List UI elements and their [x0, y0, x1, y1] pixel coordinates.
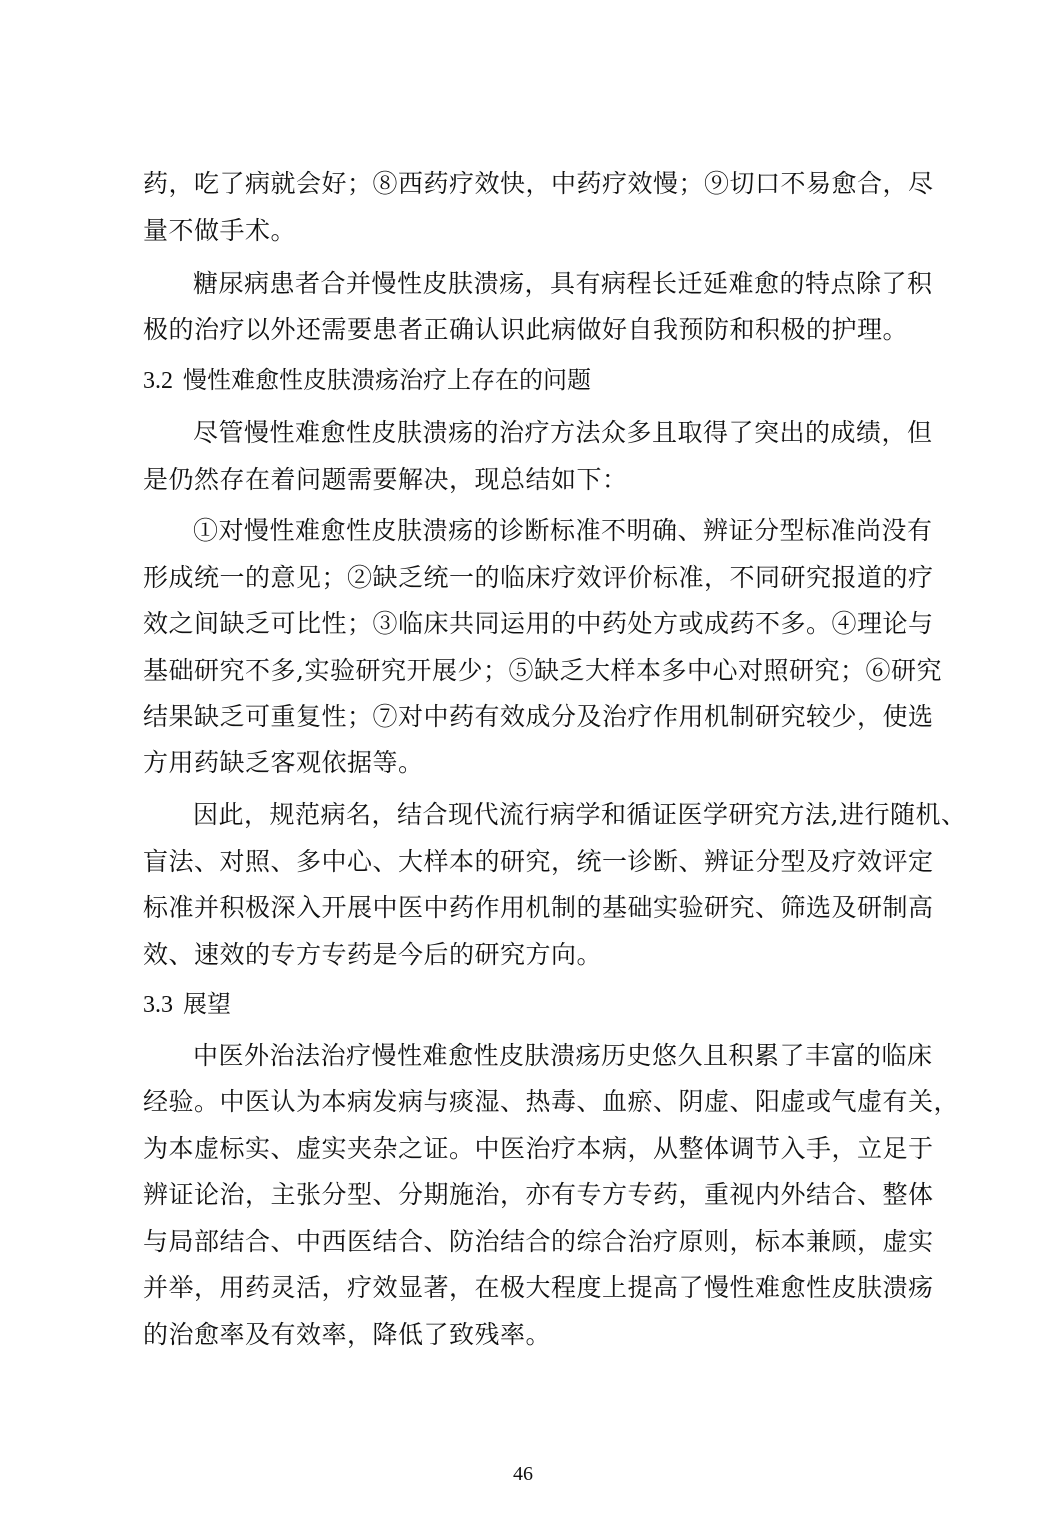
paragraph-line: 标准并积极深入开展中医中药作用机制的基础实验研究、筛选及研制高 — [143, 893, 934, 922]
paragraph-line: 结果缺乏可重复性；⑦对中药有效成分及治疗作用机制研究较少，使选 — [143, 702, 934, 731]
paragraph-line: 的治愈率及有效率，降低了致残率。 — [143, 1320, 552, 1349]
paragraph-line: 因此，规范病名，结合现代流行病学和循证医学研究方法,进行随机、 — [193, 800, 967, 829]
paragraph-line: 效、速效的专方专药是今后的研究方向。 — [143, 940, 603, 969]
paragraph-line: 辨证论治，主张分型、分期施治，亦有专方专药，重视内外结合、整体 — [143, 1180, 934, 1209]
section-heading-3-2 — [143, 363, 591, 398]
paragraph-line: 药，吃了病就会好；⑧西药疗效快，中药疗效慢；⑨切口不易愈合，尽 — [143, 169, 934, 198]
paragraph-line: 经验。中医认为本病发病与痰湿、热毒、血瘀、阴虚、阳虚或气虚有关， — [143, 1087, 960, 1116]
section-heading-3-3 — [143, 987, 231, 1022]
paragraph-line: 并举，用药灵活，疗效显著，在极大程度上提高了慢性难愈性皮肤溃疡 — [143, 1273, 934, 1302]
paragraph-line: ①对慢性难愈性皮肤溃疡的诊断标准不明确、辨证分型标准尚没有 — [193, 516, 933, 545]
page-number: 46 — [513, 1463, 533, 1485]
section-number: 3.3 — [143, 992, 173, 1018]
paragraph-line: 糖尿病患者合并慢性皮肤溃疡，具有病程长迁延难愈的特点除了积 — [193, 269, 933, 298]
paragraph-line: 基础研究不多,实验研究开展少；⑤缺乏大样本多中心对照研究；⑥研究 — [143, 656, 942, 685]
paragraph-line: 极的治疗以外还需要患者正确认识此病做好自我预防和积极的护理。 — [143, 315, 909, 344]
paragraph-line: 方用药缺乏客观依据等。 — [143, 748, 424, 777]
paragraph-line: 为本虚标实、虚实夹杂之证。中医治疗本病，从整体调节入手，立足于 — [143, 1134, 934, 1163]
section-title: 慢性难愈性皮肤溃疡治疗上存在的问题 — [183, 366, 591, 394]
paragraph-line: 形成统一的意见；②缺乏统一的临床疗效评价标准，不同研究报道的疗 — [143, 563, 934, 592]
paragraph-line: 是仍然存在着问题需要解决，现总结如下： — [143, 465, 628, 494]
paragraph-line: 量不做手术。 — [143, 216, 297, 245]
paragraph-line: 中医外治法治疗慢性难愈性皮肤溃疡历史悠久且积累了丰富的临床 — [193, 1041, 933, 1070]
paragraph-line: 盲法、对照、多中心、大样本的研究，统一诊断、辨证分型及疗效评定 — [143, 847, 934, 876]
section-number: 3.2 — [143, 368, 173, 394]
paragraph-line: 尽管慢性难愈性皮肤溃疡的治疗方法众多且取得了突出的成绩，但 — [193, 418, 933, 447]
paragraph-line: 效之间缺乏可比性；③临床共同运用的中药处方或成药不多。④理论与 — [143, 609, 934, 638]
section-title: 展望 — [183, 990, 231, 1018]
paragraph-line: 与局部结合、中西医结合、防治结合的综合治疗原则，标本兼顾，虚实 — [143, 1227, 934, 1256]
